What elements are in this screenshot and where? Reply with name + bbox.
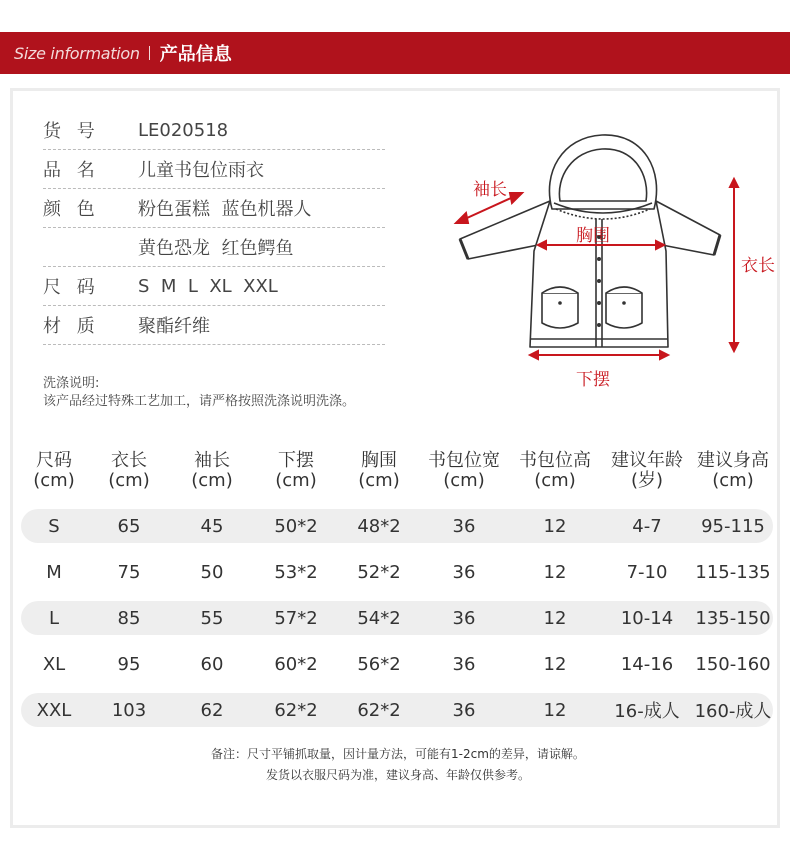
info-value: 聚酯纤维: [138, 316, 210, 337]
table-cell: 16-成人: [614, 701, 680, 722]
table-cell: 12: [543, 653, 567, 675]
table-cell: 48*2: [357, 515, 401, 537]
table-cell: 95-115: [701, 515, 765, 537]
size-chart-header-cell: [339, 451, 419, 497]
table-cell: 85: [117, 607, 141, 629]
size-chart-body: [21, 509, 773, 727]
table-cell: 62*2: [357, 699, 401, 721]
header-cell-title: 建议身高: [697, 450, 769, 471]
header-cell-unit: (cm): [712, 470, 754, 491]
table-cell: 7-10: [626, 561, 668, 583]
header-cell-unit: (岁): [630, 470, 664, 491]
header-title-en: Size information: [14, 43, 140, 63]
header-title-cn: 产品信息: [159, 44, 232, 65]
header-cell-unit: (cm): [443, 470, 485, 491]
raincoat-diagram: [438, 127, 778, 390]
header-cell-unit: (cm): [358, 470, 400, 491]
header-cell-unit: (cm): [534, 470, 576, 491]
chest-label: 胸围: [576, 226, 610, 246]
header-divider: [149, 46, 150, 60]
info-row-item-number: [43, 111, 385, 150]
info-row-material: [43, 306, 385, 345]
wash-title: 洗涤说明:: [43, 376, 100, 391]
table-cell: 12: [543, 699, 567, 721]
table-row: [21, 509, 773, 543]
header-cell-title: 书包位高: [519, 450, 591, 471]
info-label: 品 名: [43, 160, 100, 181]
header-cell-title: 下摆: [278, 450, 314, 471]
table-cell: 55: [200, 607, 224, 629]
table-cell: 36: [452, 561, 476, 583]
table-cell: 62: [200, 699, 224, 721]
header-cell-unit: (cm): [275, 470, 317, 491]
header-cell-title: 尺码: [36, 450, 72, 471]
table-cell: 160-成人: [694, 701, 772, 722]
info-value: 粉色蛋糕 蓝色机器人: [138, 199, 312, 220]
size-chart-header-cell: [601, 451, 693, 497]
header-cell-title: 胸围: [361, 450, 397, 471]
table-cell: 12: [543, 561, 567, 583]
header-cell-title: 书包位宽: [428, 450, 500, 471]
table-cell: 36: [452, 653, 476, 675]
table-cell: 36: [452, 607, 476, 629]
table-cell: XL: [42, 653, 66, 675]
size-chart-header-cell: [693, 451, 773, 497]
size-chart-header-cell: [21, 451, 87, 497]
header-cell-title: 袖长: [194, 450, 230, 471]
table-cell: 36: [452, 515, 476, 537]
table-cell: 135-150: [695, 607, 771, 629]
sleeve-length-label: 袖长: [473, 180, 507, 200]
table-cell: 103: [111, 699, 147, 721]
info-value: 黄色恐龙 红色鳄鱼: [138, 238, 294, 259]
size-chart-header-cell: [509, 451, 601, 497]
size-chart-header-cell: [419, 451, 509, 497]
info-label: 货 号: [43, 121, 100, 142]
table-cell: 65: [117, 515, 141, 537]
header-cell-unit: (cm): [33, 470, 75, 491]
table-cell: 12: [543, 607, 567, 629]
note-line-2: 发货以衣服尺码为准，建议身高、年龄仅供参考。: [265, 768, 530, 782]
table-cell: 45: [200, 515, 224, 537]
note-line-1: 备注：尺寸平铺抓取量，因计量方法，可能有1-2cm的差异，请谅解。: [211, 747, 585, 761]
product-info-panel: [10, 88, 780, 828]
size-chart-header-cell: [253, 451, 339, 497]
table-cell: 95: [117, 653, 141, 675]
table-row: [21, 647, 773, 681]
table-cell: 14-16: [620, 653, 674, 675]
table-cell: 10-14: [620, 607, 674, 629]
table-cell: 54*2: [357, 607, 401, 629]
table-cell: 62*2: [274, 699, 318, 721]
header-cell-title: 建议年龄: [611, 450, 683, 471]
table-cell: 57*2: [274, 607, 318, 629]
table-cell: XXL: [36, 699, 72, 721]
table-cell: 50*2: [274, 515, 318, 537]
info-row-sizes: [43, 267, 385, 306]
table-cell: 50: [200, 561, 224, 583]
wash-text: 该产品经过特殊工艺加工，请严格按照洗涤说明洗涤。: [43, 394, 356, 409]
info-value: 儿童书包位雨衣: [138, 160, 264, 181]
table-cell: 52*2: [357, 561, 401, 583]
info-value: LE020518: [138, 119, 229, 141]
table-cell: 115-135: [695, 561, 771, 583]
raincoat-icon: [438, 127, 778, 387]
table-cell: 60*2: [274, 653, 318, 675]
size-chart-header: [21, 451, 773, 497]
info-label: 材 质: [43, 316, 100, 337]
table-cell: 4-7: [632, 515, 662, 537]
table-cell: 150-160: [695, 653, 771, 675]
info-row-colors: [43, 189, 385, 228]
table-row: [21, 601, 773, 635]
info-row-colors-continued: [43, 228, 385, 267]
size-chart: [21, 451, 773, 727]
table-cell: M: [46, 561, 62, 583]
table-cell: S: [48, 515, 60, 537]
table-cell: 56*2: [357, 653, 401, 675]
info-label: 颜 色: [43, 199, 100, 220]
table-cell: 53*2: [274, 561, 318, 583]
header-cell-unit: (cm): [108, 470, 150, 491]
header-cell-title: 衣长: [111, 450, 147, 471]
size-chart-header-cell: [87, 451, 171, 497]
info-row-product-name: [43, 150, 385, 189]
table-cell: 75: [117, 561, 141, 583]
size-chart-header-cell: [171, 451, 253, 497]
table-cell: 60: [200, 653, 224, 675]
header-bar: [0, 32, 790, 74]
wash-instructions: [43, 375, 355, 411]
info-value: S M L XL XXL: [138, 275, 278, 297]
hem-label: 下摆: [576, 370, 610, 390]
info-label: 尺 码: [43, 277, 100, 298]
table-row: [21, 555, 773, 589]
length-label: 衣长: [741, 256, 775, 276]
header-cell-unit: (cm): [191, 470, 233, 491]
table-cell: L: [48, 607, 60, 629]
table-cell: 36: [452, 699, 476, 721]
table-cell: 12: [543, 515, 567, 537]
product-info-table: [43, 111, 385, 345]
table-row: [21, 693, 773, 727]
